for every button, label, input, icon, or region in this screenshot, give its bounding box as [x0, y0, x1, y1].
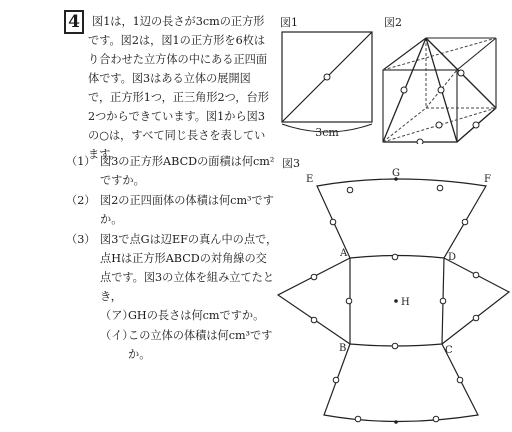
- sub-question-3b-number: （イ）: [100, 329, 134, 342]
- net-outline: [278, 179, 509, 422]
- sub-question-3a-text: GHの長さは何cmですか。: [128, 309, 265, 322]
- net-midpoints: [394, 177, 398, 424]
- equal-length-mark: [324, 74, 330, 80]
- sub-question-2-number: （2）: [66, 194, 96, 207]
- figure-1-label: 図1: [280, 16, 298, 29]
- sub-question-3a-number: （ア）: [100, 309, 134, 322]
- net-equal-marks: [311, 185, 479, 422]
- sub-question-3-text: 図3で点Gは辺EFの真ん中の点で，点Hは正方形ABCDの対角線の交点です。図3の立体を組み立てたとき，: [100, 233, 278, 303]
- point-label-h: H: [401, 297, 410, 308]
- sub-question-3-number: （3）: [66, 233, 96, 246]
- point-label-g: G: [392, 168, 400, 179]
- point-label-a: A: [340, 248, 348, 259]
- point-label-f: F: [484, 174, 491, 185]
- question-intro: 図1は，1辺の長さが3cmの正方形です。図2は，図1の正方形を6枚はり合わせた立方体の中にある正四面体です。図3はある立体の展開図で，正方形1つ，正三角形2つ，台形2つからできています。図1から図3の○は，すべて同じ長さを表しています。: [88, 15, 269, 161]
- point-label-b: B: [339, 343, 347, 354]
- figure-1-square: [270, 22, 380, 140]
- sub-question-1-text: 図3の正方形ABCDの面積は何cm²ですか。: [100, 155, 275, 187]
- point-label-c: C: [445, 345, 453, 356]
- point-label-d: D: [448, 252, 457, 263]
- sub-question-1-number: （1）: [66, 155, 96, 168]
- figure-1-length-label: 3cm: [315, 126, 339, 139]
- figure-2-cube: [378, 22, 502, 144]
- sub-question-3b-text: この立体の体積は何cm³ですか。: [128, 329, 273, 361]
- question-number: 4: [68, 12, 80, 32]
- sub-question-2-text: 図2の正四面体の体積は何cm³ですか。: [100, 194, 274, 226]
- figure-2-label: 図2: [384, 16, 402, 29]
- question-number-box: [64, 10, 84, 34]
- figure-3-net: [264, 162, 512, 432]
- figure-3-label: 図3: [282, 157, 300, 170]
- point-label-e: E: [306, 174, 314, 185]
